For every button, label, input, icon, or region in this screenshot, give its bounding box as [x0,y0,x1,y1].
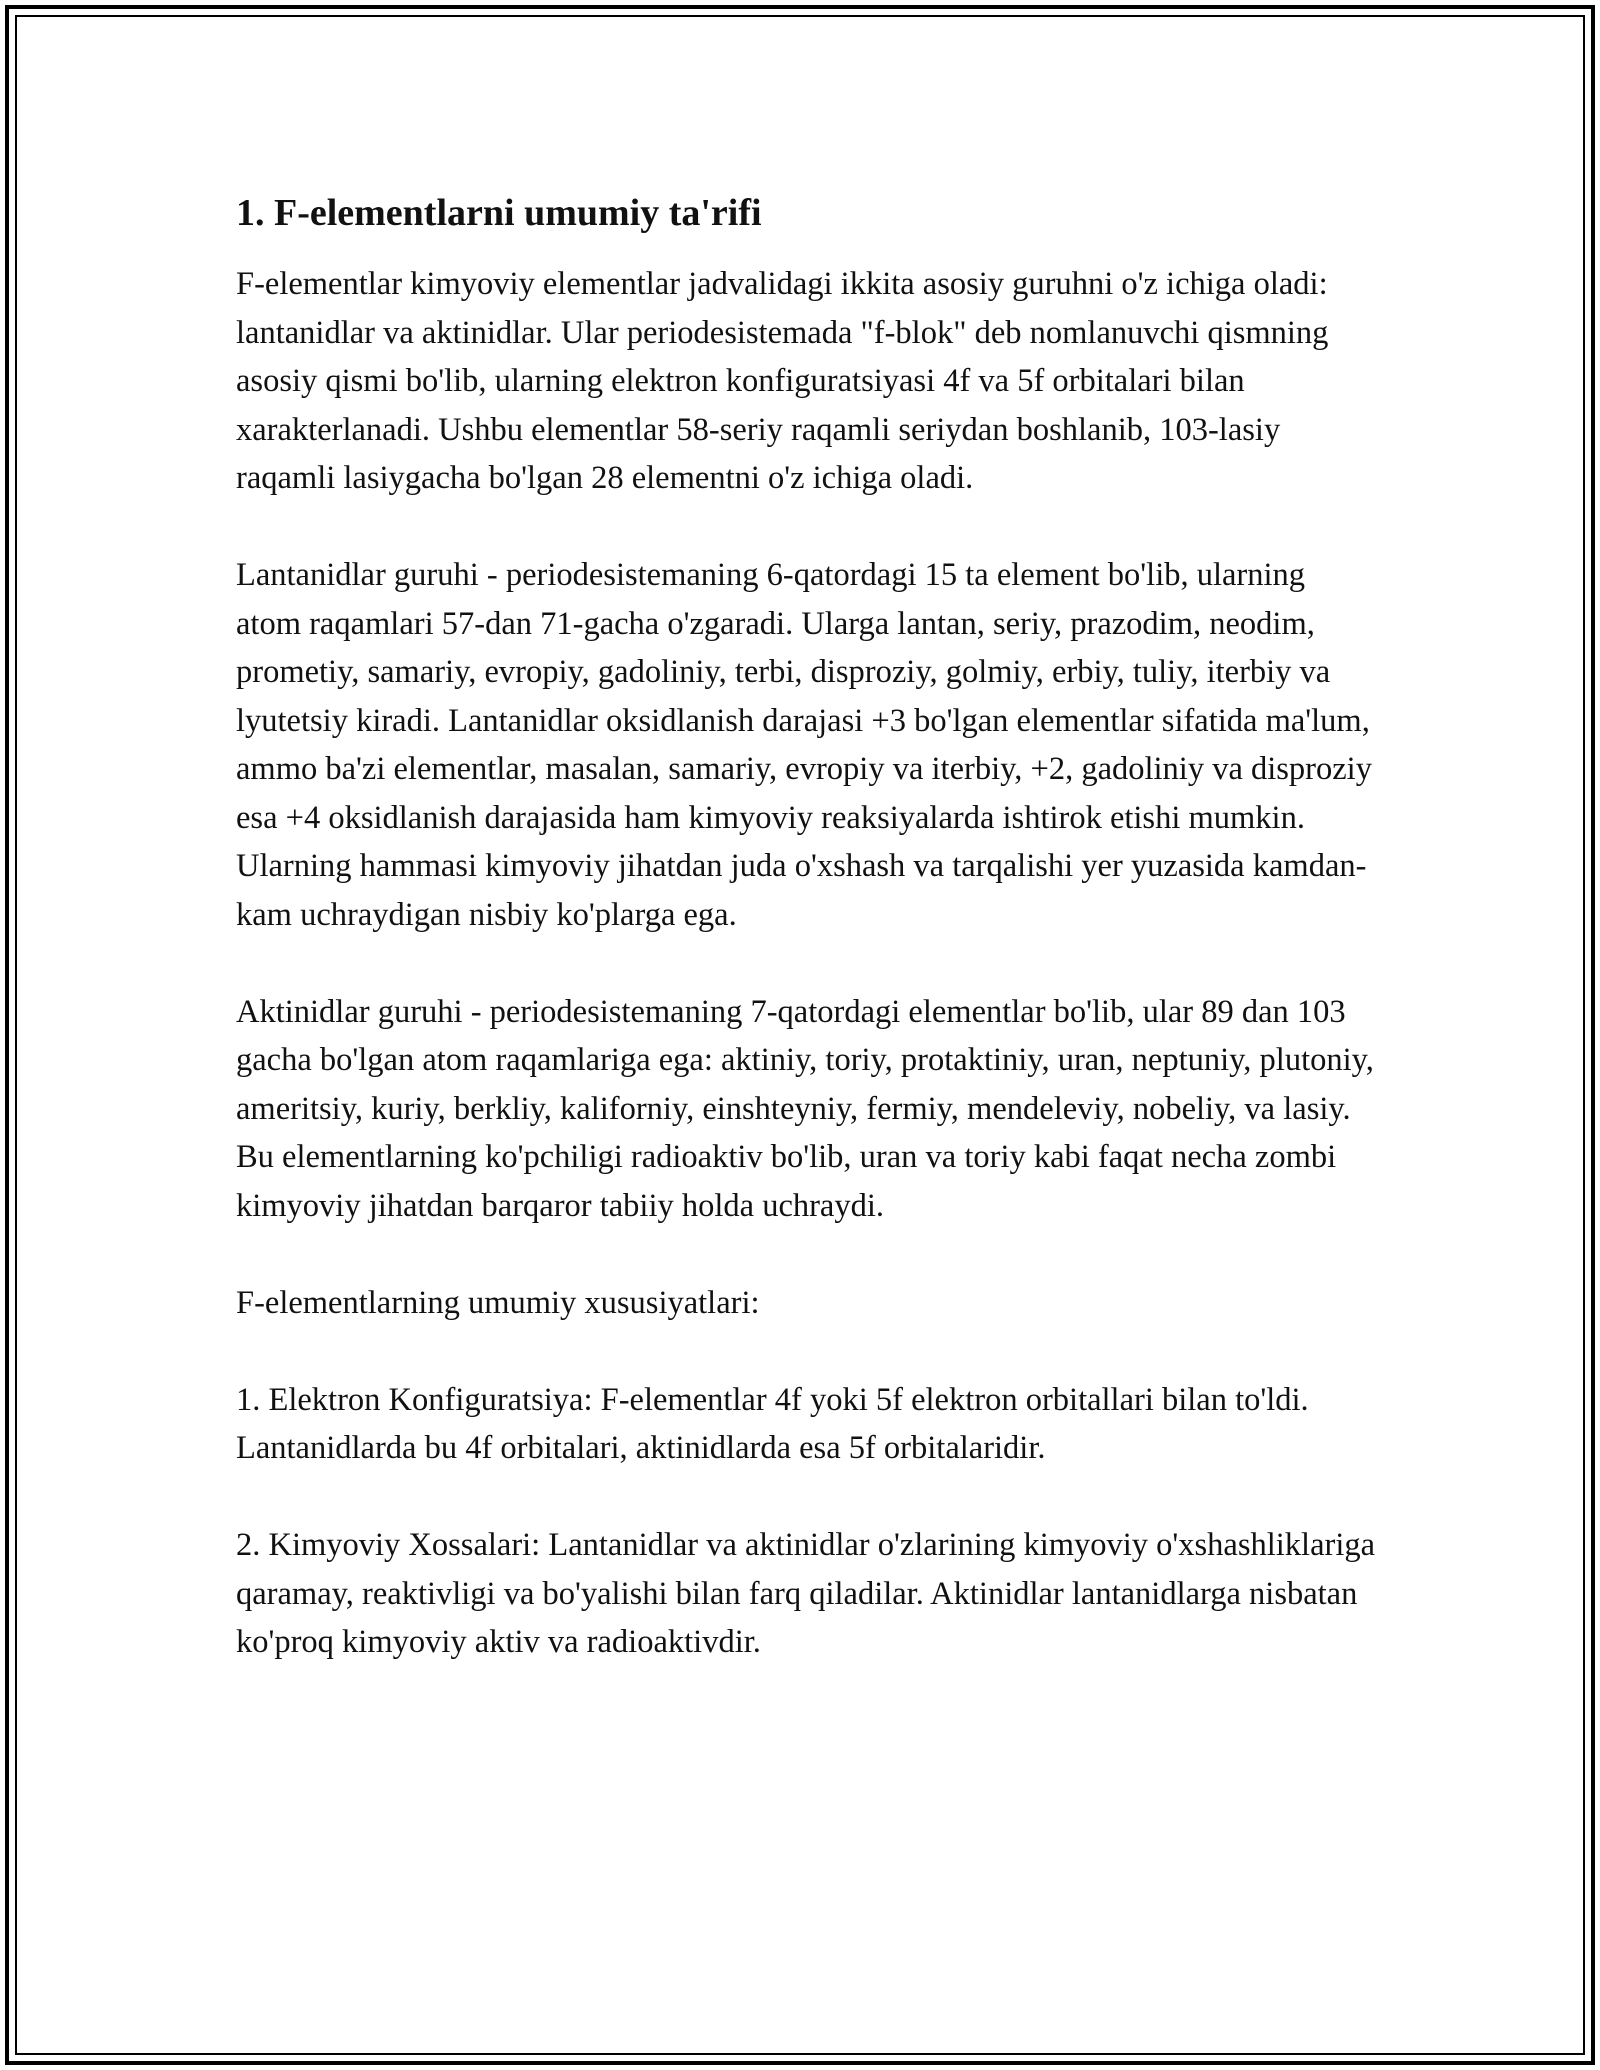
paragraph-intro: F-elementlar kimyoviy elementlar jadvalidagi ikkita asosiy guruhni o'z ichiga oladi: lantanidlar va aktinidlar. Ular periodesistemada "f-blok" deb nomlanuvchi qismning asosiy qismi bo'lib, ularning elektron konfiguratsiyasi 4f va 5f orbitalari bilan xarakterlanadi. Ushbu elementlar 58-seriy raqamli seriydan boshlanib, 103-lasiy raqamli lasiygacha bo'lgan 28 elementni o'z ichiga oladi. [236,266,1329,496]
section-heading: 1. F-elementlarni umumiy ta'rifi [236,192,762,234]
document-body [236,188,1376,1715]
paragraph-electron-configuration: 1. Elektron Konfiguratsiya: F-elementlar 4f yoki 5f elektron orbitallari bilan to'ldi. Lantanidlarda bu 4f orbitalari, aktinidlarda esa 5f orbitalaridir. [236,1381,1309,1466]
paragraph-lanthanides: Lantanidlar guruhi - periodesistemaning 6-qatordagi 15 ta element bo'lib, ularning atom raqamlari 57-dan 71-gacha o'zgaradi. Ularga lantan, seriy, prazodim, neodim, prometiy, samariy, evropiy, gadoliniy, terbi, disproziy, golmiy, erbiy, tuliy, iterbiy va lyutetsiy kiradi. Lantanidlar oksidlanish darajasi +3 bo'lgan elementlar sifatida ma'lum, ammo ba'zi elementlar, masalan, samariy, evropiy va iterbiy, +2, gadoliniy va disproziy esa +4 oksidlanish darajasida ham kimyoviy reaksiyalarda ishtirok etishi mumkin. Ularning hammasi kimyoviy jihatdan juda o'xshash va tarqalishi yer yuzasida kamdan-kam uchraydigan nisbiy ko'plarga ega. [236,557,1372,933]
paragraph-chemical-properties: 2. Kimyoviy Xossalari: Lantanidlar va aktinidlar o'zlarining kimyoviy o'xshashliklariga qaramay, reaktivligi va bo'yalishi bilan farq qiladilar. Aktinidlar lantanidlarga nisbatan ko'proq kimyoviy aktiv va radioaktivdir. [236,1527,1376,1660]
paragraph-actinides: Aktinidlar guruhi - periodesistemaning 7-qatordagi elementlar bo'lib, ular 89 dan 103 gacha bo'lgan atom raqamlariga ega: aktiniy, toriy, protaktiniy, uran, neptuniy, plutoniy, ameritsiy, kuriy, berkliy, kaliforniy, einshteyniy, fermiy, mendeleviy, nobeliy, va lasiy. Bu elementlarning ko'pchiligi radioaktiv bo'lib, uran va toriy kabi faqat necha zombi kimyoviy jihatdan barqaror tabiiy holda uchraydi. [236,993,1374,1224]
paragraph-properties-title: F-elementlarning umumiy xususiyatlari: [236,1284,760,1321]
